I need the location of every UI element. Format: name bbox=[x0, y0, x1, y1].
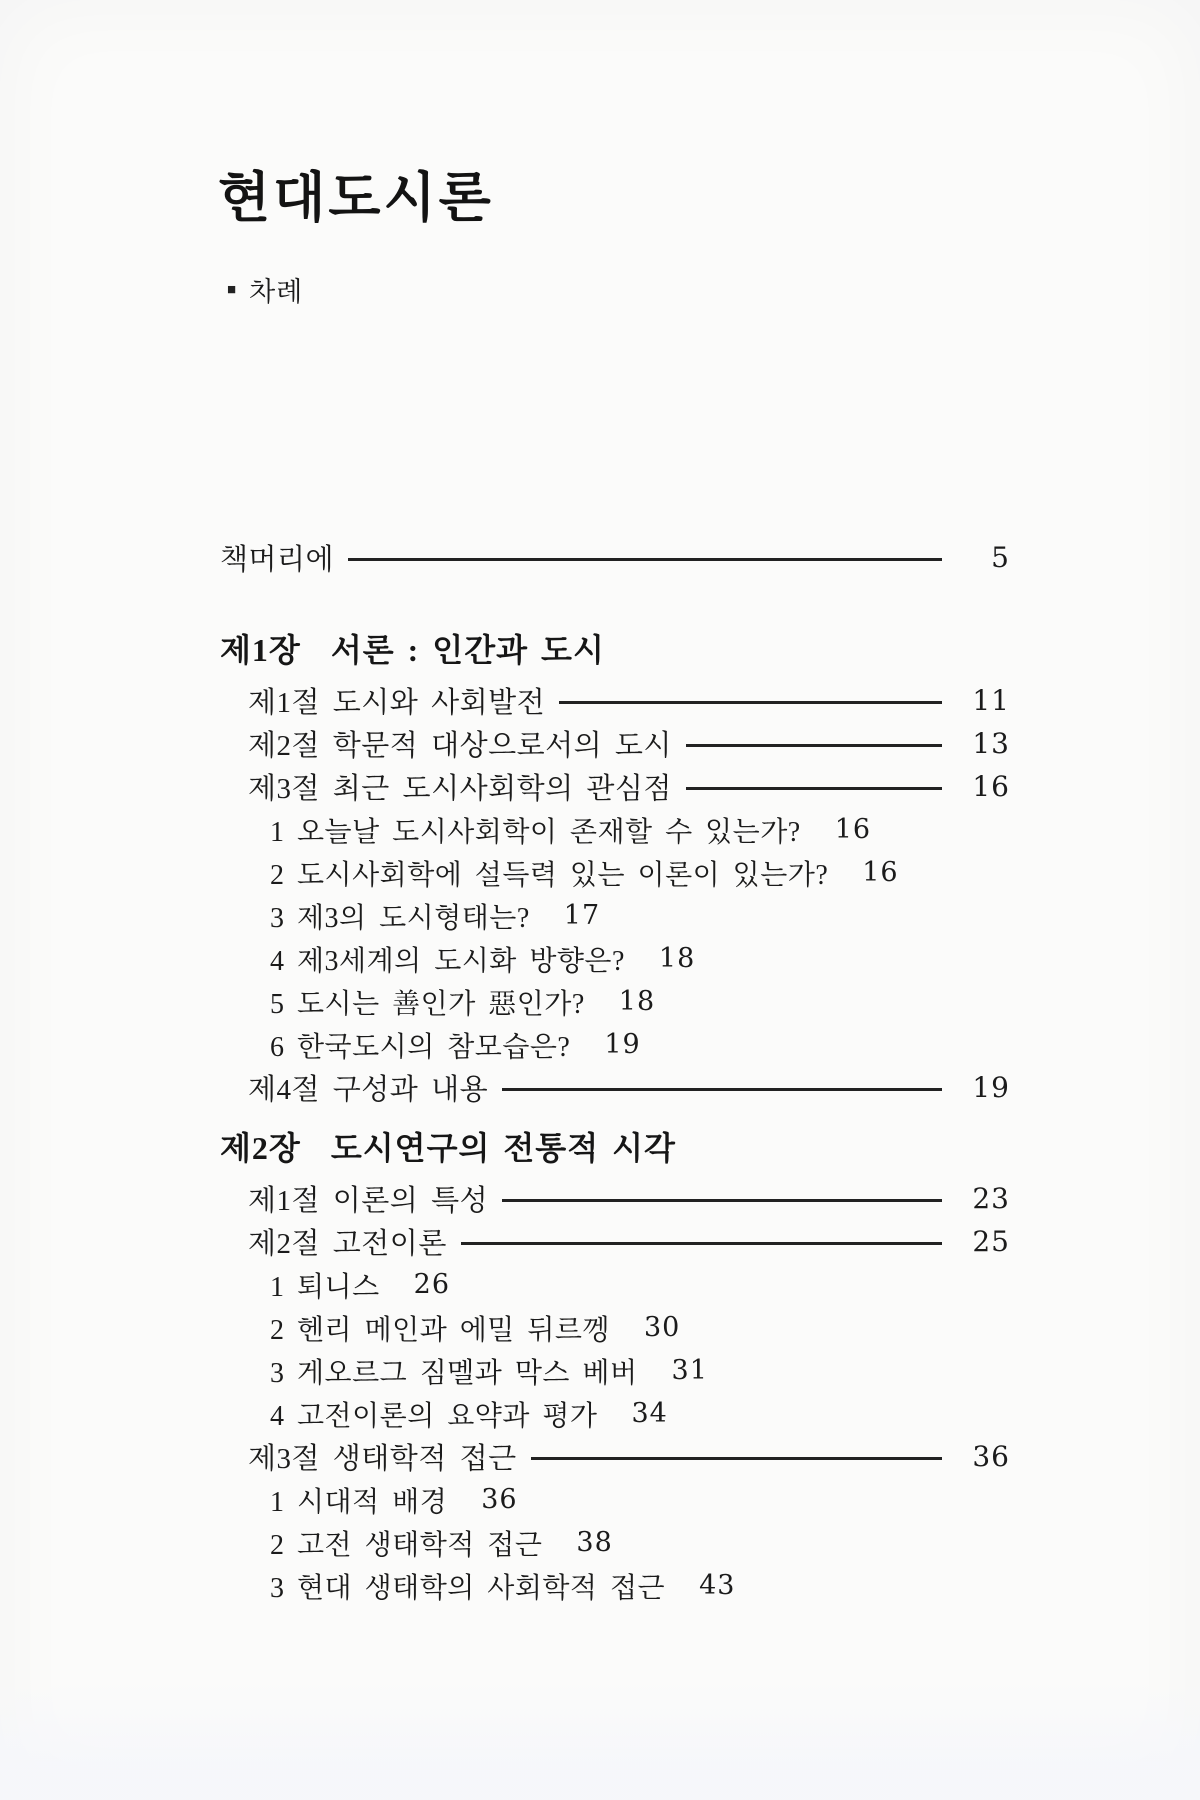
toc-entry bbox=[248, 1435, 1010, 1478]
chapter-title: 도시연구의 전통적 시각 bbox=[330, 1130, 676, 1166]
toc-entry-label: 제4절 구성과 내용 bbox=[248, 1074, 489, 1106]
page-number: 25 bbox=[972, 1225, 1010, 1258]
page-number: 38 bbox=[576, 1527, 613, 1558]
toc-entry-label: 제2절 고전이론 bbox=[248, 1228, 447, 1260]
toc-header-label: 차례 bbox=[249, 276, 304, 307]
leader-line bbox=[461, 1242, 942, 1245]
toc-subentry bbox=[270, 1521, 1010, 1564]
leader-line bbox=[348, 558, 942, 561]
page-number: 26 bbox=[413, 1269, 451, 1300]
page-number: 16 bbox=[862, 857, 899, 888]
page-number: 31 bbox=[671, 1355, 708, 1386]
leader-line bbox=[531, 1457, 942, 1460]
toc-entry-label: 3 게오르그 짐멜과 막스 베버 bbox=[270, 1357, 638, 1389]
toc-header bbox=[227, 272, 1200, 306]
chapter-2-heading bbox=[220, 1123, 1010, 1169]
chapter-title: 서론 : 인간과 도시 bbox=[330, 632, 605, 668]
toc-entry-label: 6 한국도시의 참모습은? bbox=[270, 1031, 571, 1063]
page-number: 18 bbox=[618, 986, 656, 1017]
toc-subentry bbox=[270, 1349, 1010, 1392]
chapter-number: 제1장 bbox=[220, 632, 301, 668]
page-number: 34 bbox=[631, 1398, 668, 1429]
page-number: 19 bbox=[604, 1029, 641, 1060]
page-number: 16 bbox=[834, 814, 872, 845]
toc-subentry bbox=[270, 1478, 1010, 1521]
toc-entry-label: 2 도시사회학에 설득력 있는 이론이 있는가? bbox=[270, 859, 829, 891]
chapter-1-items bbox=[220, 679, 1010, 1109]
toc-entry-front-matter bbox=[220, 536, 1010, 579]
toc-subentry bbox=[270, 1263, 1010, 1306]
leader-line bbox=[686, 744, 942, 747]
page-number: 19 bbox=[972, 1071, 1010, 1104]
book-title: 현대도시론 bbox=[218, 168, 494, 228]
table-of-contents bbox=[220, 536, 1010, 1607]
page-number: 17 bbox=[563, 900, 601, 931]
chapter-1-heading bbox=[220, 625, 1010, 671]
chapter-2-items bbox=[220, 1177, 1010, 1607]
page-number: 5 bbox=[991, 541, 1010, 574]
toc-subentry bbox=[270, 1023, 1010, 1066]
toc-entry-label: 2 고전 생태학적 접근 bbox=[270, 1529, 543, 1561]
toc-entry-label: 3 제3의 도시형태는? bbox=[270, 902, 530, 934]
toc-entry bbox=[248, 1066, 1010, 1109]
toc-subentry bbox=[270, 937, 1010, 980]
toc-subentry bbox=[270, 894, 1010, 937]
toc-entry-label: 1 퇴니스 bbox=[270, 1271, 380, 1303]
toc-entry-label: 2 헨리 메인과 에밀 뒤르껭 bbox=[270, 1314, 610, 1346]
toc-entry-label: 제2절 학문적 대상으로서의 도시 bbox=[248, 730, 672, 762]
toc-entry-label: 책머리에 bbox=[220, 544, 335, 576]
toc-entry bbox=[248, 1220, 1010, 1263]
page-number: 13 bbox=[972, 727, 1010, 760]
toc-entry-label: 제1절 이론의 특성 bbox=[248, 1185, 489, 1217]
page-number: 36 bbox=[481, 1484, 518, 1515]
toc-subentry bbox=[270, 980, 1010, 1023]
toc-entry bbox=[248, 722, 1010, 765]
chapter-number: 제2장 bbox=[220, 1130, 301, 1166]
toc-subentry bbox=[270, 851, 1010, 894]
toc-subentry bbox=[270, 808, 1010, 851]
leader-line bbox=[559, 701, 942, 704]
page-number: 16 bbox=[972, 770, 1010, 803]
page-number: 11 bbox=[972, 684, 1010, 717]
page-number: 18 bbox=[658, 943, 696, 974]
page-number: 23 bbox=[972, 1182, 1010, 1215]
toc-subentry bbox=[270, 1306, 1010, 1349]
toc-entry-label: 5 도시는 善인가 惡인가? bbox=[270, 988, 585, 1020]
page-number: 36 bbox=[972, 1440, 1010, 1473]
page-number: 43 bbox=[699, 1570, 736, 1601]
toc-entry-label: 3 현대 생태학의 사회학적 접근 bbox=[270, 1572, 666, 1604]
toc-entry bbox=[248, 765, 1010, 808]
square-bullet-icon: ■ bbox=[227, 281, 238, 298]
toc-subentry bbox=[270, 1564, 1010, 1607]
leader-line bbox=[502, 1088, 942, 1091]
leader-line bbox=[686, 787, 942, 790]
toc-entry-label: 1 시대적 배경 bbox=[270, 1486, 448, 1518]
toc-entry-label: 1 오늘날 도시사회학이 존재할 수 있는가? bbox=[270, 816, 801, 848]
toc-entry-label: 4 고전이론의 요약과 평가 bbox=[270, 1400, 598, 1432]
toc-entry-label: 제3절 최근 도시사회학의 관심점 bbox=[248, 773, 672, 805]
leader-line bbox=[502, 1199, 942, 1202]
page-number: 30 bbox=[643, 1312, 681, 1343]
toc-entry bbox=[248, 679, 1010, 722]
toc-entry-label: 제1절 도시와 사회발전 bbox=[248, 687, 546, 719]
toc-entry-label: 4 제3세계의 도시화 방향은? bbox=[270, 945, 625, 977]
toc-entry bbox=[248, 1177, 1010, 1220]
toc-entry-label: 제3절 생태학적 접근 bbox=[248, 1443, 517, 1475]
toc-subentry bbox=[270, 1392, 1010, 1435]
